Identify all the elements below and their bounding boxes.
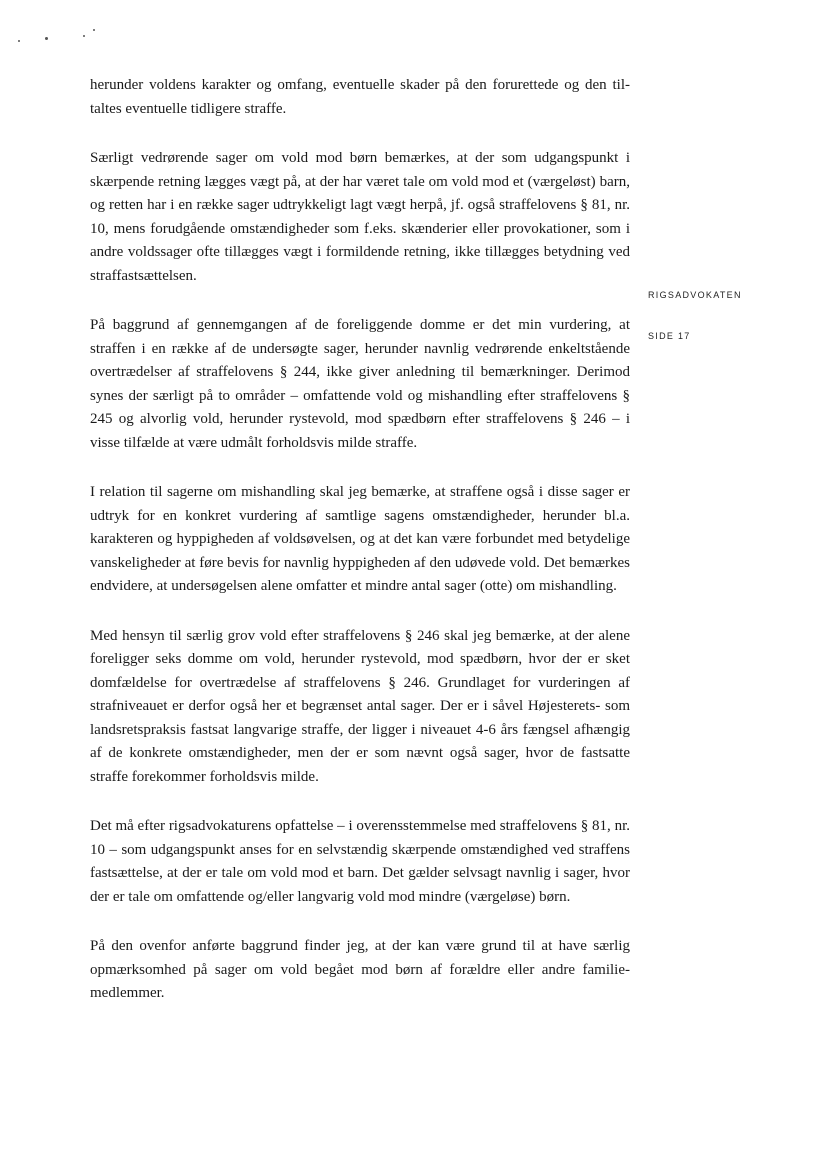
paragraph: Med hensyn til særlig grov vold efter straffelovens § 246 skal jeg bemærke, at der alene foreligger seks domme om vold, herunder rystevold, mod spædbørn, hvor der er sket domfældelse for overtrædelse af straffelovens § 246. Grundlaget for vurderingen af strafniveauet er derfor også her et begrænset antal sager. Der er i såvel Højesterets- som landsretspraksis fastsat langvarige straffe, der ligger i niveauet 4-6 års fængsel afhængig af de konkrete omstændigheder, men der er som nævnt også sager, hvor de fastsatte straffe forekommer forholdsvis milde. — [90, 627, 630, 785]
paragraph: Det må efter rigsadvokaturens opfattelse – i overensstemmelse med straffelovens § 81, nr. 10 – som udgangspunkt anses for en selvstændig skærpende omstændighed ved straffens fastsættelse, at der er tale om vold mod et barn. Det gælder selvsagt navnlig i sager, hvor der er tale om omfattende og/eller langvarig vold mod mindre (værgeløse) børn. — [90, 818, 630, 905]
organization-label: RIGSADVOKATEN — [648, 290, 742, 300]
paragraph: herunder voldens karakter og omfang, eventuelle skader på den forurettede og den tiltaltes eventuelle tidligere straffe. — [90, 77, 630, 117]
page-number: SIDE 17 — [648, 331, 691, 341]
document-body — [90, 74, 630, 1032]
paragraph: På den ovenfor anførte baggrund finder jeg, at der kan være grund til at have særlig opmærksomhed på sager om vold begået mod børn af forældre eller andre familiemedlemmer. — [90, 938, 630, 1001]
scan-artifacts — [0, 0, 120, 50]
paragraph: I relation til sagerne om mishandling skal jeg bemærke, at straffene også i disse sager er udtryk for en konkret vurdering af samtlige sagens omstændigheder, herunder bl.a. karakteren og hyppigheden af voldsøvelsen, og at det kan være forbundet med betydelige vanskeligheder at føre bevis for navnlig hyppigheden af den udøvede vold. Det bemærkes endvidere, at undersøgelsen alene omfatter et mindre antal sager (otte) om mishandling. — [90, 484, 630, 594]
margin-column — [648, 290, 808, 341]
paragraph: Særligt vedrørende sager om vold mod børn bemærkes, at der som udgangspunkt i skærpende retning lægges vægt på, at der har været tale om vold mod et (værgeløst) barn, og retten har i en række sager udtrykkeligt lagt vægt herpå, jf. også straffelovens § 81, nr. 10, mens forudgående omstændigheder som f.eks. skænderier eller provokationer, som i andre voldssager ofte tillægges vægt i formildende retning, ikke tillægges betydning ved straffastsættelsen. — [90, 150, 630, 284]
paragraph: På baggrund af gennemgangen af de foreliggende domme er det min vurdering, at straffen i en række af de undersøgte sager, herunder navnlig vedrørende enkeltstående overtrædelser af straffelovens § 244, ikke giver anledning til bemærkninger. Derimod synes der særligt på to områder – omfattende vold og mishandling efter straffelovens § 245 og alvorlig vold, herunder rystevold, mod spædbørn efter straffelovens § 246 – i visse tilfælde at være udmålt forholdsvis milde straffe. — [90, 317, 630, 451]
